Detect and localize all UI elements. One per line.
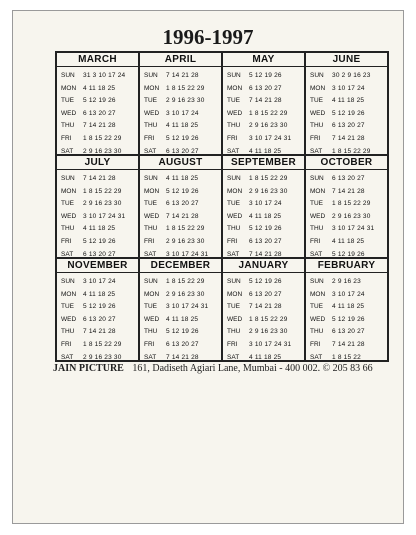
day-numbers: 4 11 18 25: [249, 147, 282, 155]
day-numbers: 1 8 15 22 29: [332, 147, 371, 155]
day-numbers: 6 13 20 27: [166, 340, 199, 348]
day-label: THU: [310, 122, 324, 130]
day-numbers: 1 8 15 22 29: [249, 109, 288, 117]
day-label: SAT: [227, 147, 240, 155]
day-numbers: 30 2 9 16 23: [332, 72, 371, 79]
day-label: WED: [227, 212, 243, 220]
day-label: TUE: [227, 303, 240, 311]
week-row: [61, 186, 136, 199]
day-numbers: 3 10 17 24: [332, 84, 365, 92]
week-row: [227, 108, 302, 121]
month-name: MAY: [223, 53, 304, 67]
day-numbers: 4 11 18 25: [332, 237, 365, 245]
day-numbers: 1 8 15 22 29: [83, 340, 122, 348]
week-row: [61, 120, 136, 133]
week-row: [61, 95, 136, 108]
week-row: [310, 108, 385, 121]
day-label: FRI: [144, 134, 155, 142]
day-label: THU: [227, 328, 241, 336]
week-row: [61, 326, 136, 339]
day-label: SUN: [310, 278, 324, 285]
day-numbers: 3 10 17 24 31: [249, 134, 292, 142]
month-april: [140, 53, 223, 156]
day-label: WED: [310, 109, 326, 117]
week-row: [144, 326, 219, 339]
day-label: FRI: [144, 237, 155, 245]
week-row: [144, 198, 219, 211]
day-numbers: 7 14 21 28: [332, 187, 365, 195]
day-label: FRI: [310, 237, 321, 245]
day-label: WED: [144, 212, 160, 220]
week-row: [227, 289, 302, 302]
week-row: [144, 289, 219, 302]
week-row: [61, 146, 136, 156]
day-label: MON: [310, 84, 326, 92]
day-numbers: 7 14 21 28: [166, 353, 199, 361]
week-row: [227, 211, 302, 224]
day-label: WED: [310, 212, 326, 220]
day-label: MON: [144, 84, 160, 92]
day-label: SUN: [61, 278, 75, 285]
week-row: [227, 352, 302, 362]
day-numbers: 5 12 19 26: [332, 109, 365, 117]
week-row: [227, 236, 302, 249]
week-row: [227, 70, 302, 83]
day-numbers: 1 8 15 22 29: [166, 278, 205, 285]
day-label: TUE: [227, 97, 240, 105]
week-row: [61, 223, 136, 236]
day-label: SUN: [227, 175, 241, 182]
day-label: TUE: [144, 200, 157, 208]
month-september: [223, 156, 306, 259]
day-label: TUE: [61, 200, 74, 208]
day-label: TUE: [310, 303, 323, 311]
week-row: [310, 326, 385, 339]
day-numbers: 3 10 17 24: [83, 278, 116, 285]
week-row: [227, 95, 302, 108]
week-row: [227, 276, 302, 289]
day-numbers: 6 13 20 27: [83, 315, 116, 323]
week-row: [61, 339, 136, 352]
week-row: [61, 249, 136, 259]
week-row: [61, 289, 136, 302]
day-numbers: 6 13 20 27: [249, 290, 282, 298]
day-label: FRI: [144, 340, 155, 348]
week-row: [61, 352, 136, 362]
week-row: [144, 120, 219, 133]
day-numbers: 2 9 16 23: [332, 278, 361, 285]
day-numbers: 1 8 15 22 29: [166, 225, 205, 233]
week-row: [227, 120, 302, 133]
month-days: [223, 273, 304, 362]
month-name: FEBRUARY: [306, 259, 387, 273]
calendar-card: [12, 10, 404, 524]
day-numbers: 6 13 20 27: [249, 237, 282, 245]
day-label: MON: [310, 187, 326, 195]
day-label: THU: [310, 328, 324, 336]
week-row: [144, 95, 219, 108]
day-numbers: 1 8 15 22: [332, 353, 361, 361]
day-label: MON: [144, 290, 160, 298]
day-numbers: 7 14 21 28: [249, 303, 282, 311]
day-numbers: 2 9 16 23 30: [83, 200, 122, 208]
week-row: [310, 223, 385, 236]
month-july: [57, 156, 140, 259]
month-days: [57, 273, 138, 362]
day-label: SAT: [144, 353, 157, 361]
day-numbers: 2 9 16 23 30: [83, 353, 122, 361]
week-row: [310, 146, 385, 156]
day-numbers: 7 14 21 28: [166, 212, 199, 220]
week-row: [310, 339, 385, 352]
day-numbers: 4 11 18 25: [83, 84, 116, 92]
day-label: MON: [144, 187, 160, 195]
day-label: WED: [144, 109, 160, 117]
day-label: THU: [144, 122, 158, 130]
day-numbers: 5 12 19 26: [249, 278, 282, 285]
month-days: [140, 273, 221, 362]
month-november: [57, 259, 140, 362]
day-label: FRI: [61, 237, 72, 245]
day-label: THU: [144, 225, 158, 233]
day-label: SAT: [310, 250, 323, 258]
day-label: WED: [61, 212, 77, 220]
month-days: [57, 67, 138, 156]
month-june: [306, 53, 389, 156]
week-row: [227, 339, 302, 352]
month-december: [140, 259, 223, 362]
week-row: [227, 198, 302, 211]
day-numbers: 3 10 17 24: [332, 290, 365, 298]
day-numbers: 2 9 16 23 30: [332, 212, 371, 220]
week-row: [144, 339, 219, 352]
week-row: [310, 211, 385, 224]
day-numbers: 1 8 15 22 29: [83, 134, 122, 142]
week-row: [61, 236, 136, 249]
day-label: FRI: [61, 340, 72, 348]
day-numbers: 31 3 10 17 24: [83, 72, 126, 79]
week-row: [227, 186, 302, 199]
day-label: SAT: [310, 147, 323, 155]
day-label: WED: [61, 315, 77, 323]
day-numbers: 5 12 19 26: [83, 237, 116, 245]
day-numbers: 7 14 21 28: [83, 328, 116, 336]
day-numbers: 6 13 20 27: [332, 328, 365, 336]
day-label: TUE: [61, 97, 74, 105]
week-row: [227, 223, 302, 236]
week-row: [310, 173, 385, 186]
week-row: [310, 133, 385, 146]
week-row: [310, 352, 385, 362]
week-row: [144, 133, 219, 146]
day-label: THU: [144, 328, 158, 336]
week-row: [310, 301, 385, 314]
footer: [53, 363, 393, 374]
week-row: [144, 146, 219, 156]
day-label: SAT: [227, 353, 240, 361]
day-label: SUN: [227, 278, 241, 285]
day-numbers: 7 14 21 28: [249, 250, 282, 258]
week-row: [61, 198, 136, 211]
week-row: [144, 314, 219, 327]
week-row: [144, 186, 219, 199]
month-name: DECEMBER: [140, 259, 221, 273]
week-row: [144, 352, 219, 362]
day-label: MON: [227, 84, 243, 92]
month-days: [306, 170, 387, 259]
week-row: [61, 70, 136, 83]
day-label: THU: [61, 328, 75, 336]
week-row: [310, 236, 385, 249]
week-row: [61, 108, 136, 121]
day-numbers: 6 13 20 27: [166, 147, 199, 155]
day-label: WED: [227, 315, 243, 323]
day-label: SUN: [144, 72, 158, 79]
day-numbers: 2 9 16 23 30: [166, 97, 205, 105]
month-days: [306, 273, 387, 362]
day-numbers: 5 12 19 26: [249, 225, 282, 233]
day-numbers: 5 12 19 26: [332, 250, 365, 258]
day-numbers: 4 11 18 25: [166, 315, 199, 323]
day-label: FRI: [61, 134, 72, 142]
week-row: [144, 108, 219, 121]
week-row: [310, 249, 385, 259]
day-numbers: 5 12 19 26: [166, 134, 199, 142]
day-numbers: 4 11 18 25: [166, 175, 199, 182]
month-days: [223, 67, 304, 156]
month-name: MARCH: [57, 53, 138, 67]
footer-address: 161, Dadiseth Agiari Lane, Mumbai - 400 002. © 205 83 66: [132, 363, 373, 374]
day-numbers: 4 11 18 25: [166, 122, 199, 130]
day-label: SAT: [310, 353, 323, 361]
day-label: THU: [227, 122, 241, 130]
day-numbers: 2 9 16 23 30: [166, 237, 205, 245]
day-numbers: 7 14 21 28: [332, 340, 365, 348]
day-numbers: 6 13 20 27: [166, 200, 199, 208]
week-row: [61, 301, 136, 314]
week-row: [227, 301, 302, 314]
day-numbers: 4 11 18 25: [83, 290, 116, 298]
footer-brand: JAIN PICTURE: [53, 363, 124, 374]
week-row: [144, 83, 219, 96]
week-row: [310, 314, 385, 327]
month-august: [140, 156, 223, 259]
day-label: SAT: [61, 353, 74, 361]
day-numbers: 7 14 21 28: [83, 122, 116, 130]
day-numbers: 2 9 16 23 30: [249, 328, 288, 336]
week-row: [144, 276, 219, 289]
month-name: JULY: [57, 156, 138, 170]
day-numbers: 1 8 15 22 29: [249, 175, 288, 182]
month-name: NOVEMBER: [57, 259, 138, 273]
month-name: SEPTEMBER: [223, 156, 304, 170]
day-label: SUN: [227, 72, 241, 79]
week-row: [310, 83, 385, 96]
week-row: [227, 326, 302, 339]
day-label: WED: [144, 315, 160, 323]
day-label: FRI: [227, 134, 238, 142]
month-may: [223, 53, 306, 156]
calendar-title: 1996-1997: [162, 25, 254, 49]
week-row: [310, 186, 385, 199]
week-row: [310, 70, 385, 83]
week-row: [61, 173, 136, 186]
day-label: SUN: [144, 278, 158, 285]
day-label: SAT: [144, 147, 157, 155]
day-label: SUN: [144, 175, 158, 182]
day-numbers: 4 11 18 25: [332, 97, 365, 105]
week-row: [227, 83, 302, 96]
day-label: TUE: [310, 200, 323, 208]
day-label: SAT: [61, 250, 74, 258]
week-row: [61, 133, 136, 146]
week-row: [227, 146, 302, 156]
day-label: THU: [61, 225, 75, 233]
month-days: [223, 170, 304, 259]
day-numbers: 1 8 15 22 29: [332, 200, 371, 208]
day-label: WED: [310, 315, 326, 323]
month-days: [306, 67, 387, 156]
day-numbers: 2 9 16 23 30: [249, 122, 288, 130]
month-january: [223, 259, 306, 362]
day-label: TUE: [144, 303, 157, 311]
week-row: [144, 236, 219, 249]
day-numbers: 5 12 19 26: [249, 72, 282, 79]
week-row: [227, 133, 302, 146]
month-days: [140, 67, 221, 156]
day-numbers: 6 13 20 27: [249, 84, 282, 92]
day-numbers: 5 12 19 26: [83, 303, 116, 311]
month-name: JUNE: [306, 53, 387, 67]
week-row: [227, 249, 302, 259]
day-label: WED: [227, 109, 243, 117]
day-label: THU: [310, 225, 324, 233]
week-row: [227, 314, 302, 327]
day-numbers: 1 8 15 22 29: [83, 187, 122, 195]
day-numbers: 2 9 16 23 30: [249, 187, 288, 195]
day-numbers: 7 14 21 28: [249, 97, 282, 105]
month-days: [57, 170, 138, 259]
day-numbers: 5 12 19 26: [166, 328, 199, 336]
week-row: [144, 223, 219, 236]
day-label: TUE: [227, 200, 240, 208]
day-label: MON: [61, 290, 77, 298]
day-numbers: 2 9 16 23 30: [83, 147, 122, 155]
week-row: [310, 95, 385, 108]
week-row: [310, 120, 385, 133]
month-name: AUGUST: [140, 156, 221, 170]
month-march: [57, 53, 140, 156]
day-numbers: 7 14 21 28: [332, 134, 365, 142]
day-label: THU: [61, 122, 75, 130]
day-label: MON: [310, 290, 326, 298]
day-numbers: 6 13 20 27: [332, 175, 365, 182]
day-numbers: 2 9 16 23 30: [166, 290, 205, 298]
day-label: TUE: [310, 97, 323, 105]
day-label: MON: [61, 187, 77, 195]
month-october: [306, 156, 389, 259]
day-label: SAT: [144, 250, 157, 258]
day-label: TUE: [61, 303, 74, 311]
week-row: [310, 289, 385, 302]
day-label: FRI: [310, 134, 321, 142]
day-numbers: 5 12 19 26: [332, 315, 365, 323]
week-row: [61, 211, 136, 224]
day-label: SUN: [310, 72, 324, 79]
week-row: [310, 276, 385, 289]
month-name: JANUARY: [223, 259, 304, 273]
day-numbers: 3 10 17 24 31: [332, 225, 375, 233]
day-label: SAT: [61, 147, 74, 155]
week-row: [144, 211, 219, 224]
day-label: MON: [227, 187, 243, 195]
week-row: [144, 70, 219, 83]
day-numbers: 7 14 21 28: [83, 175, 116, 182]
day-numbers: 3 10 17 24 31: [249, 340, 292, 348]
day-numbers: 3 10 17 24 31: [83, 212, 126, 220]
day-numbers: 3 10 17 24 31: [166, 250, 209, 258]
day-label: SUN: [61, 72, 75, 79]
day-numbers: 3 10 17 24: [249, 200, 282, 208]
day-label: SAT: [227, 250, 240, 258]
day-numbers: 6 13 20 27: [83, 109, 116, 117]
day-numbers: 5 12 19 26: [166, 187, 199, 195]
month-name: APRIL: [140, 53, 221, 67]
day-numbers: 6 13 20 27: [332, 122, 365, 130]
day-numbers: 4 11 18 25: [83, 225, 116, 233]
month-name: OCTOBER: [306, 156, 387, 170]
day-label: TUE: [144, 97, 157, 105]
day-numbers: 7 14 21 28: [166, 72, 199, 79]
day-label: SUN: [310, 175, 324, 182]
day-numbers: 5 12 19 26: [83, 97, 116, 105]
day-numbers: 1 8 15 22 29: [166, 84, 205, 92]
week-row: [144, 173, 219, 186]
day-numbers: 4 11 18 25: [332, 303, 365, 311]
week-row: [61, 276, 136, 289]
week-row: [144, 301, 219, 314]
week-row: [144, 249, 219, 259]
week-row: [227, 173, 302, 186]
day-label: FRI: [227, 340, 238, 348]
month-february: [306, 259, 389, 362]
day-label: SUN: [61, 175, 75, 182]
day-label: FRI: [227, 237, 238, 245]
week-row: [61, 314, 136, 327]
day-numbers: 4 11 18 25: [249, 353, 282, 361]
months-grid: [55, 51, 389, 362]
day-label: THU: [227, 225, 241, 233]
day-numbers: 3 10 17 24: [166, 109, 199, 117]
week-row: [61, 83, 136, 96]
day-label: FRI: [310, 340, 321, 348]
month-days: [140, 170, 221, 259]
day-numbers: 1 8 15 22 29: [249, 315, 288, 323]
day-label: MON: [61, 84, 77, 92]
day-numbers: 6 13 20 27: [83, 250, 116, 258]
day-label: WED: [61, 109, 77, 117]
day-numbers: 4 11 18 25: [249, 212, 282, 220]
day-label: MON: [227, 290, 243, 298]
day-numbers: 3 10 17 24 31: [166, 303, 209, 311]
week-row: [310, 198, 385, 211]
